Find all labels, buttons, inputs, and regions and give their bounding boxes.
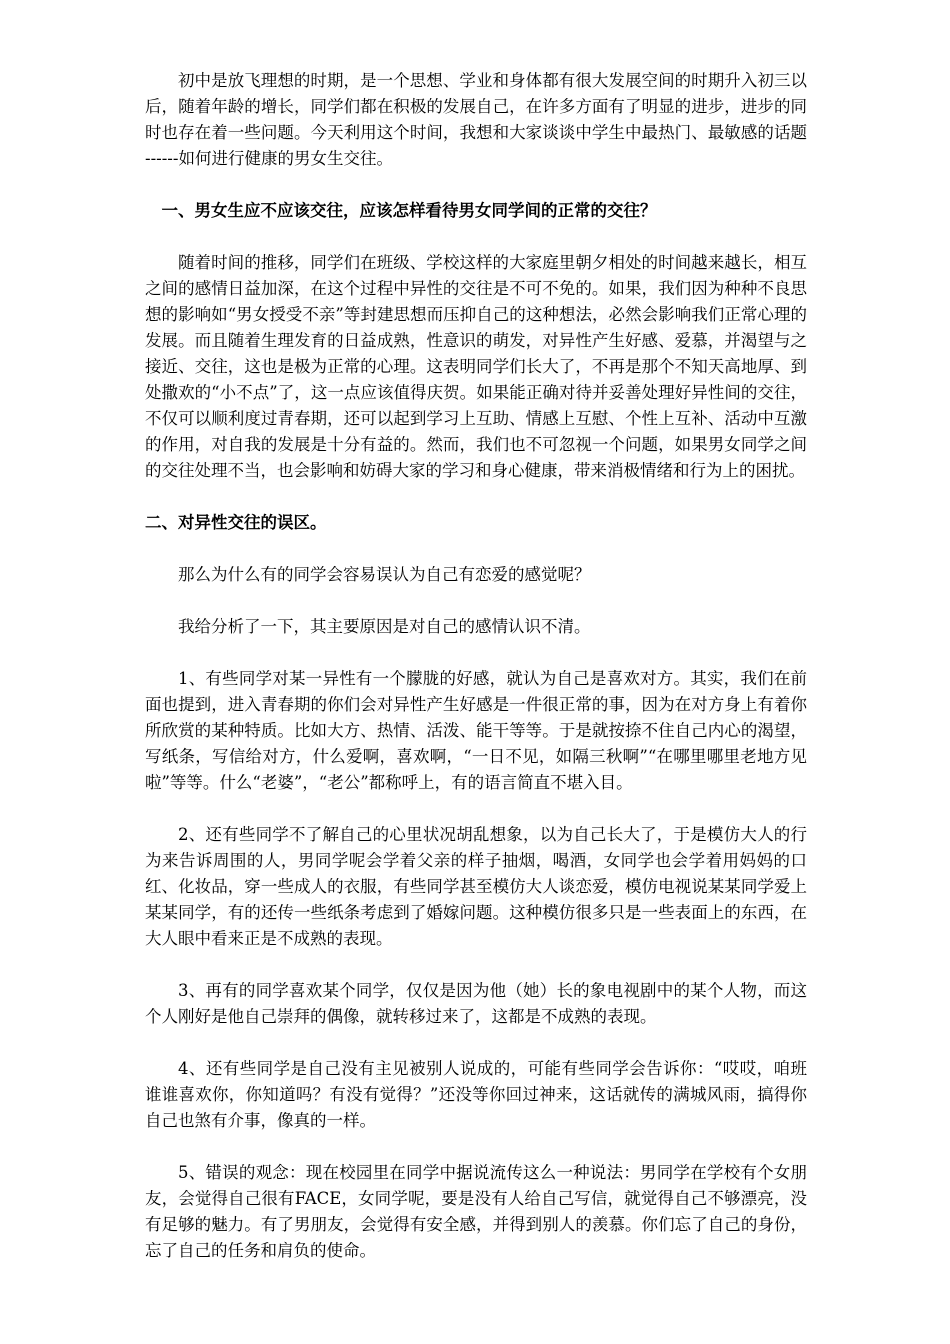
section-1-body: 随着时间的推移，同学们在班级、学校这样的大家庭里朝夕相处的时间越来越长，相互之间的感情日益加深，在这个过程中异性的交往是不可不免的。如果，我们因为种种不良思想的影响如“男女授受不亲”等封建思想而压抑自己的这种想法，必然会影响我们正常心理的发展。而且随着生理发育的日益成熟，性意识的萌发，对异性产生好感、爱慕，并渴望与之接近、交往，这也是极为正常的心理。这表明同学们长大了，不再是那个不知天高地厚、到处撒欢的“小不点”了，这一点应该值得庆贺。如果能正确对待并妥善处理好异性间的交往，不仅可以顺利度过青春期，还可以起到学习上互助、情感上互慰、个性上互补、活动中互激的作用，对自我的发展是十分有益的。然而，我们也不可忽视一个问题，如果男女同学之间的交往处理不当，也会影响和妨碍大家的学习和身心健康，带来消极情绪和行为上的困扰。 — [145, 253, 807, 480]
point-2-paragraph: 2、还有些同学不了解自己的心里状况胡乱想象，以为自己长大了，于是模仿大人的行为来告诉周围的人，男同学呢会学着父亲的样子抽烟，喝酒，女同学也会学着用妈妈的口红、化妆品，穿一些成人的衣服，有些同学甚至模仿大人谈恋爱，模仿电视说某某同学爱上某某同学，有的还传一些纸条考虑到了婚嫁问题。这种模仿很多只是一些表面上的东西，在大人眼中看来正是不成熟的表现。 — [145, 825, 807, 948]
question-paragraph: 那么为什么有的同学会容易误认为自己有恋爱的感觉呢？ — [178, 565, 591, 584]
analysis-paragraph: 我给分析了一下，其主要原因是对自己的感情认识不清。 — [178, 617, 591, 636]
point-4-paragraph: 4、还有些同学是自己没有主见被别人说成的，可能有些同学会告诉你：“哎哎，咱班谁谁喜欢你，你知道吗？有没有觉得？”还没等你回过神来，这话就传的满城风雨，搞得你自己也煞有介事，像真的一样。 — [145, 1059, 807, 1130]
section-1-heading: 一、男女生应不应该交往，应该怎样看待男女同学间的正常的交往？ — [161, 201, 657, 220]
intro-paragraph: 初中是放飞理想的时期，是一个思想、学业和身体都有很大发展空间的时期升入初三以后，随着年龄的增长，同学们都在积极的发展自己，在许多方面有了明显的进步，进步的同时也存在着一些问题。今天利用这个时间，我想和大家谈谈中学生中最热门、最敏感的话题 ------如何进行健康的男女生交往。 — [145, 71, 807, 168]
section-2-heading: 二、对异性交往的误区。 — [145, 513, 327, 532]
document-page — [145, 68, 807, 1290]
point-3-paragraph: 3、再有的同学喜欢某个同学，仅仅是因为他（她）长的象电视剧中的某个人物，而这个人刚好是他自己崇拜的偶像，就转移过来了，这都是不成熟的表现。 — [145, 981, 807, 1026]
point-5-paragraph: 5、错误的观念：现在校园里在同学中据说流传这么一种说法：男同学在学校有个女朋友，会觉得自己很有FACE，女同学呢，要是没有人给自己写信，就觉得自己不够漂亮，没有足够的魅力。有了男朋友，会觉得有安全感，并得到别人的羡慕。你们忘了自己的身份，忘了自己的任务和肩负的使命。 — [145, 1163, 807, 1260]
point-1-paragraph: 1、有些同学对某一异性有一个朦胧的好感，就认为自己是喜欢对方。其实，我们在前面也提到，进入青春期的你们会对异性产生好感是一件很正常的事，因为在对方身上有着你所欣赏的某种特质。比如大方、热情、活泼、能干等等。于是就按捺不住自己内心的渴望，写纸条，写信给对方，什么爱啊，喜欢啊，“一日不见，如隔三秋啊”“在哪里哪里老地方见啦”等等。什么“老婆”，“老公”都称呼上，有的语言简直不堪入目。 — [145, 669, 807, 792]
